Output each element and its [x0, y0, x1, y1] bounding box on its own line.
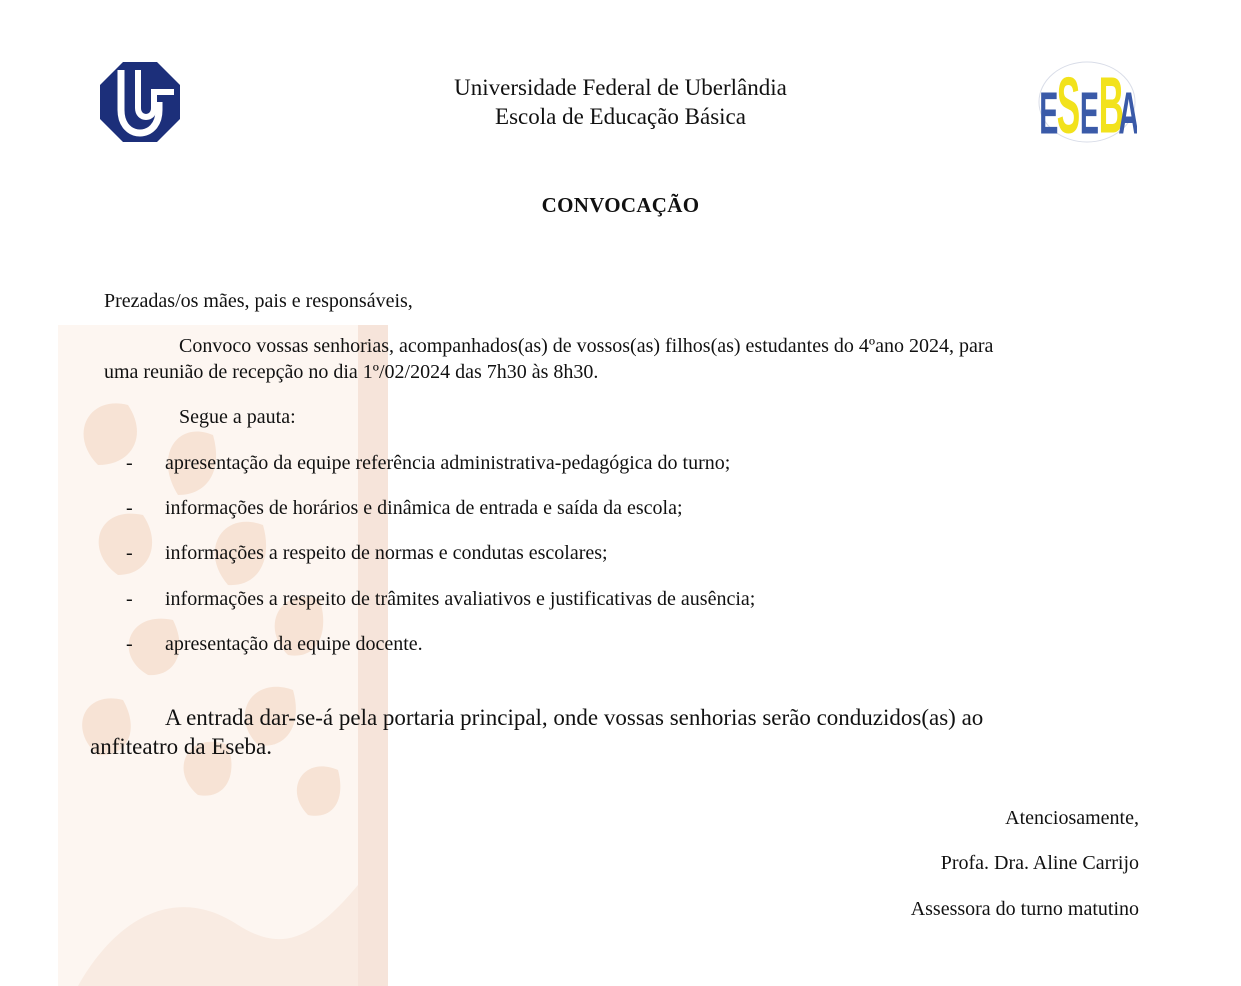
- signature-name: Profa. Dra. Aline Carrijo: [940, 852, 1139, 874]
- document-title: CONVOCAÇÃO: [541, 193, 700, 217]
- agenda-bullet: -: [126, 542, 133, 564]
- institution-name: Universidade Federal de Uberlândia: [454, 75, 787, 100]
- signature-role: Assessora do turno matutino: [910, 898, 1139, 920]
- svg-text:S: S: [1056, 61, 1081, 144]
- agenda-intro: Segue a pauta:: [179, 406, 296, 428]
- agenda-item-text: informações de horários e dinâmica de entrada e saída da escola;: [165, 497, 683, 519]
- invitation-paragraph-line1: Convoco vossas senhorias, acompanhados(as) de vossos(as) filhos(as) estudantes do 4ºano 2024, para: [179, 335, 994, 357]
- svg-text:B: B: [1098, 61, 1125, 144]
- agenda-item-text: apresentação da equipe referência administrativa-pedagógica do turno;: [165, 452, 731, 474]
- signature-regards: Atenciosamente,: [1005, 807, 1139, 829]
- invitation-paragraph-line2: uma reunião de recepção no dia 1º/02/2024 das 7h30 às 8h30.: [104, 361, 599, 383]
- svg-text:E: E: [1079, 80, 1099, 144]
- svg-text:E: E: [1039, 80, 1059, 144]
- svg-text:A: A: [1118, 80, 1137, 144]
- agenda-bullet: -: [126, 633, 133, 655]
- closing-paragraph-line1: A entrada dar-se-á pela portaria principal, onde vossas senhorias serão conduzidos(as) ao: [165, 705, 984, 730]
- agenda-item-text: informações a respeito de trâmites avaliativos e justificativas de ausência;: [165, 588, 756, 610]
- school-name: Escola de Educação Básica: [495, 104, 746, 129]
- agenda-item-text: informações a respeito de normas e condutas escolares;: [165, 542, 608, 564]
- agenda-bullet: -: [126, 588, 133, 610]
- agenda-item-text: apresentação da equipe docente.: [165, 633, 423, 655]
- agenda-bullet: -: [126, 452, 133, 474]
- agenda-bullet: -: [126, 497, 133, 519]
- salutation: Prezadas/os mães, pais e responsáveis,: [104, 290, 413, 312]
- closing-paragraph-line2: anfiteatro da Eseba.: [90, 734, 272, 759]
